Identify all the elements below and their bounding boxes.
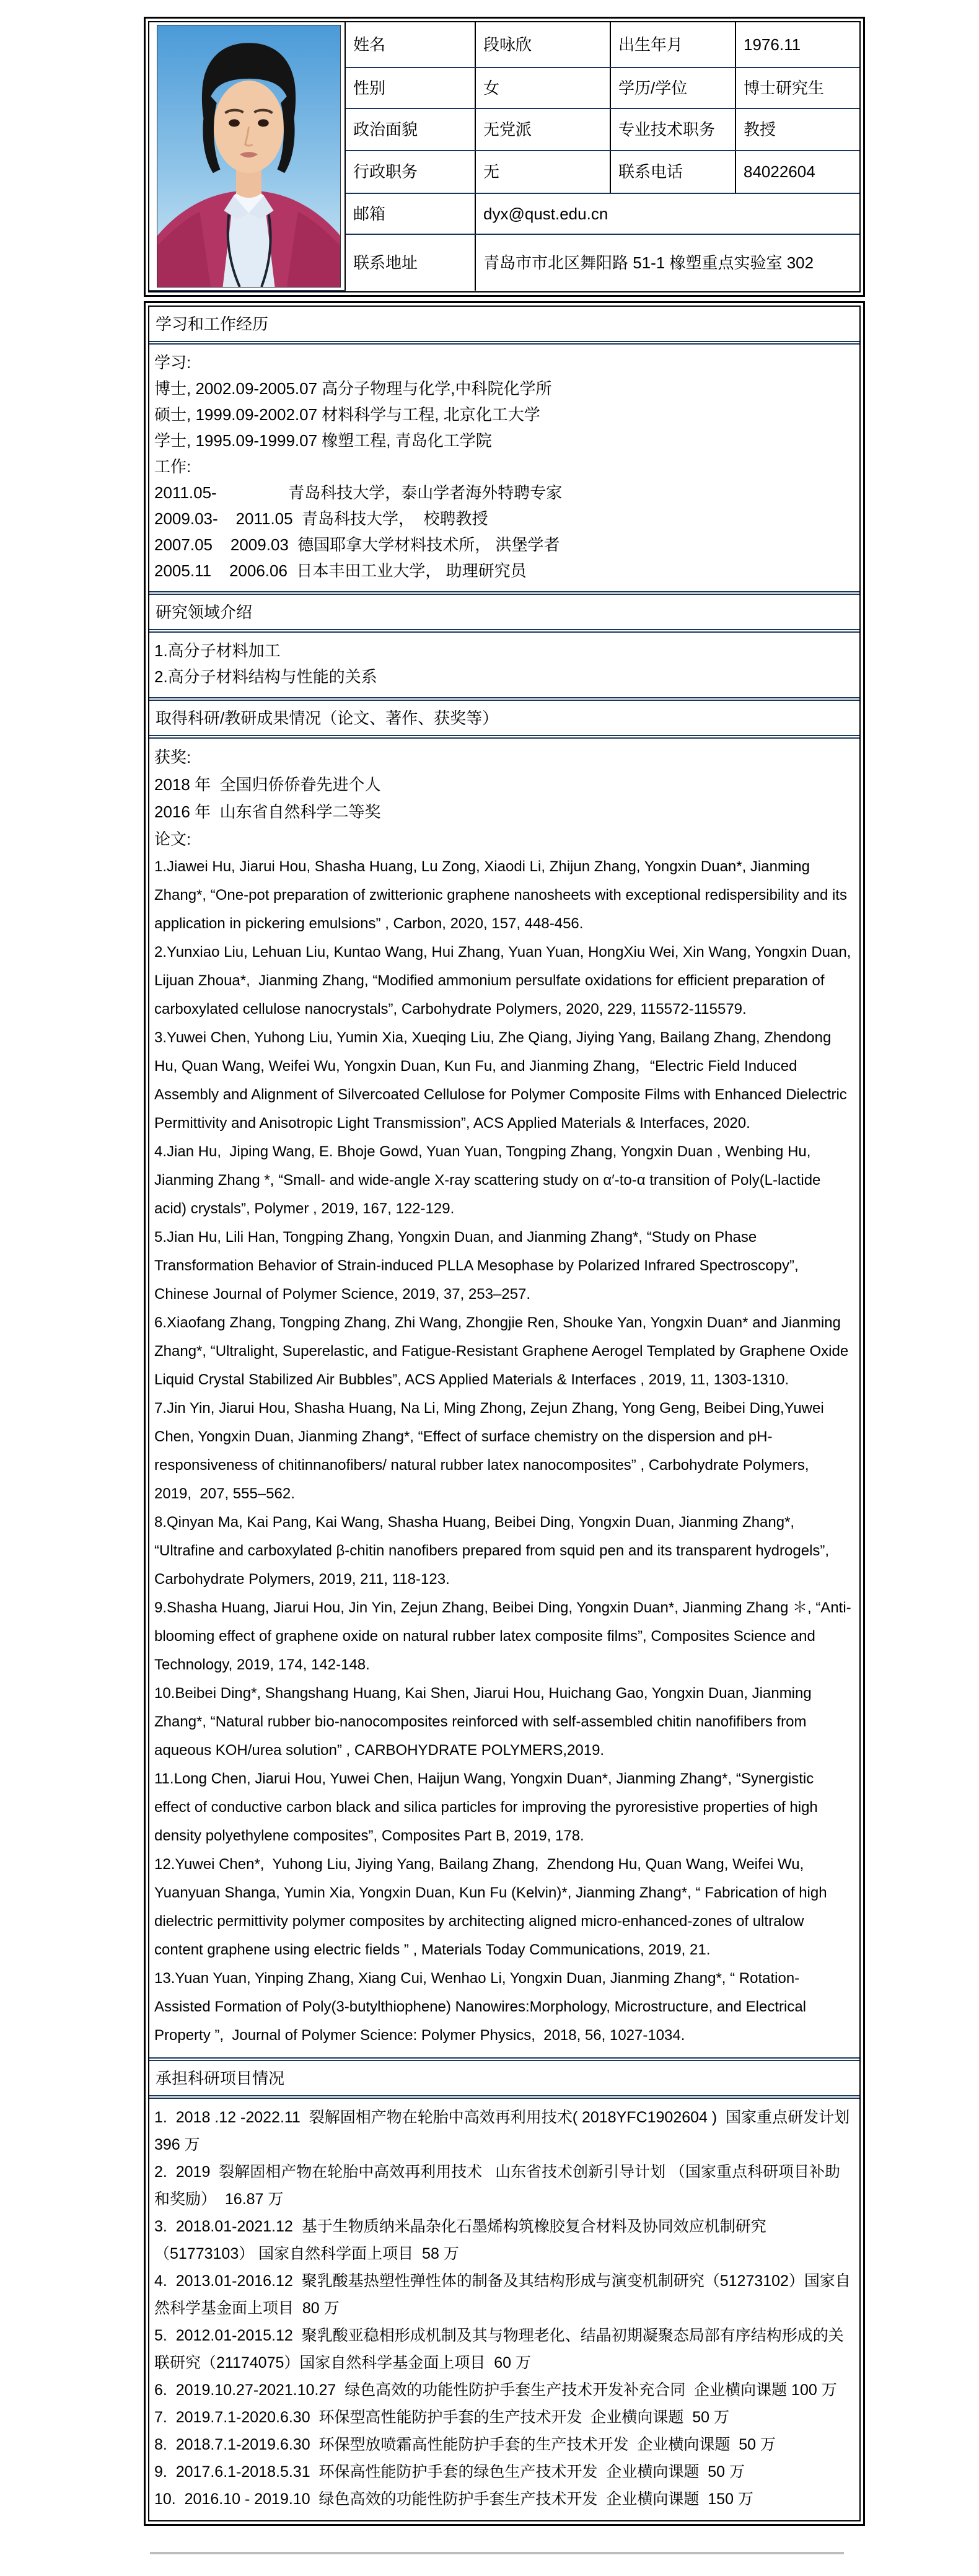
info-value: 博士研究生 — [735, 68, 859, 108]
experience-line: 2009.03- 2011.05 青岛科技大学， 校聘教授 — [154, 509, 488, 528]
info-value: 教授 — [735, 108, 859, 151]
photo-cell — [149, 22, 345, 291]
research-field-line: 2.高分子材料结构与性能的关系 — [154, 667, 377, 686]
info-label: 专业技术职务 — [610, 108, 735, 151]
project-item: 10. 2016.10 - 2019.10 绿色高效的功能性防护手套生产技术开发 企业横向课题 150 万 — [154, 2490, 753, 2508]
paper-item: 5.Jian Hu, Lili Han, Tongping Zhang, Yongxin Duan, and Jianming Zhang*, “Study on Phase Transformation Behavior of Strain-induced PLLA Mesophase by Polarized Infrared Spectroscopy”, Chinese Journal of Polymer Science, 2019, 37, 253–257. — [154, 1229, 803, 1303]
section-experience — [149, 307, 859, 591]
paper-item: 7.Jin Yin, Jiarui Hou, Shasha Huang, Na Li, Ming Zhong, Zejun Zhang, Yong Geng, Beibei Ding,Yuwei Chen, Yongxin Duan, Jianming Zhang*, “Effect of surface chemistry on the dispersion and pH-responsiveness of chitinnanofibers/ natural rubber latex nanocomposites” , Carbohydrate Polymers, 2019, 207, 555–562. — [154, 1400, 828, 1502]
address-value: 青岛市市北区舞阳路 51-1 橡塑重点实验室 302 — [483, 253, 814, 272]
info-table-frame — [144, 17, 865, 297]
section-title: 研究领域介绍 — [149, 591, 859, 633]
award-item: 2018 年 全国归侨侨眷先进个人 — [154, 775, 381, 794]
info-label: 行政职务 — [345, 151, 475, 193]
section-title: 承担科研项目情况 — [149, 2057, 859, 2099]
paper-item: 13.Yuan Yuan, Yinping Zhang, Xiang Cui, Wenhao Li, Yongxin Duan, Jianming Zhang*, “ Rotation-Assisted Formation of Poly(3-butylthiophene) Nanowires:Morphology, Microstructure, and Electrical Property ”, Journal of Polymer Science: Polymer Physics, 2018, 56, 1027-1034. — [154, 1970, 810, 2044]
awards-heading: 获奖: — [154, 748, 191, 767]
project-item: 4. 2013.01-2016.12 聚乳酸基热塑性弹性体的制备及其结构形成与演变机制研究（51273102）国家自然科学基金面上项目 80 万 — [154, 2272, 851, 2317]
info-value: 1976.11 — [735, 22, 859, 68]
research-field-line: 1.高分子材料加工 — [154, 641, 281, 660]
paper-item: 11.Long Chen, Jiarui Hou, Yuwei Chen, Haijun Wang, Yongxin Duan*, Jianming Zhang*, “Synergistic effect of conductive carbon black and silica particles for improving the pyroresistive properties of high density polyethylene composites”, Composites Part B, 2019, 178. — [154, 1770, 822, 1844]
project-item: 9. 2017.6.1-2018.5.31 环保高性能防护手套的绿色生产技术开发 企业横向课题 50 万 — [154, 2463, 745, 2481]
paper-item: 6.Xiaofang Zhang, Tongping Zhang, Zhi Wang, Zhongjie Ren, Shouke Yan, Yongxin Duan* and Jianming Zhang*, “Ultralight, Superelastic, and Fatigue-Resistant Graphene Aerogel Templated by Graphene Oxide Liquid Crystal Stabilized Air Bubbles”, ACS Applied Materials & Interfaces , 2019, 11, 1303-1310. — [154, 1314, 853, 1388]
paper-item: 9.Shasha Huang, Jiarui Hou, Jin Yin, Zejun Zhang, Beibei Ding, Yongxin Duan*, Jianming Zhang ＊, “Anti-blooming effect of graphene oxide on natural rubber latex composite films”, Composites Science and Technology, 2019, 174, 142-148. — [154, 1599, 851, 1673]
info-label: 性别 — [345, 68, 475, 108]
project-item: 2. 2019 裂解固相产物在轮胎中高效再利用技术 山东省技术创新引导计划 （国家重点科研项目补助和奖励） 16.87 万 — [154, 2163, 841, 2208]
section-achievements — [149, 697, 859, 2057]
papers-heading: 论文: — [154, 830, 191, 848]
info-value: 84022604 — [735, 151, 859, 193]
info-label: 出生年月 — [610, 22, 735, 68]
project-item: 6. 2019.10.27-2021.10.27 绿色高效的功能性防护手套生产技术开发补充合同 企业横向课题 100 万 — [154, 2381, 837, 2399]
experience-line: 学习: — [154, 353, 191, 372]
section-title: 学习和工作经历 — [149, 307, 859, 345]
info-value: 段咏欣 — [475, 22, 610, 68]
info-label: 政治面貌 — [345, 108, 475, 151]
section-projects — [149, 2057, 859, 2520]
experience-line: 2007.05 2009.03 德国耶拿大学材料技术所， 洪堡学者 — [154, 535, 560, 554]
experience-line: 学士, 1995.09-1999.07 橡塑工程, 青岛化工学院 — [154, 431, 492, 450]
address-label: 联系地址 — [345, 234, 475, 291]
section-research-fields — [149, 591, 859, 697]
project-item: 3. 2018.01-2021.12 基于生物质纳米晶杂化石墨烯构筑橡胶复合材料及协同效应机制研究（51773103） 国家自然科学面上项目 58 万 — [154, 2218, 766, 2262]
award-item: 2016 年 山东省自然科学二等奖 — [154, 802, 381, 821]
project-item: 7. 2019.7.1-2020.6.30 环保型高性能防护手套的生产技术开发 企业横向课题 50 万 — [154, 2409, 730, 2426]
paper-item: 3.Yuwei Chen, Yuhong Liu, Yumin Xia, Xueqing Liu, Zhe Qiang, Jiying Yang, Bailang Zhang, Zhendong Hu, Quan Wang, Weifei Wu, Yongxin Duan, Kun Fu, and Jianming Zhang，“Electric Field Induced Assembly and Alignment of Silvercoated Cellulose for Polymer Composite Films with Enhanced Dielectric Permittivity and Anisotropic Light Transmission”, ACS Applied Materials & Interfaces, 2020. — [154, 1029, 851, 1132]
experience-line: 工作: — [154, 457, 191, 476]
project-item: 1. 2018 .12 -2022.11 裂解固相产物在轮胎中高效再利用技术( 2018YFC1902604 ) 国家重点研发计划 396 万 — [154, 2109, 859, 2153]
footer-divider — [150, 2552, 844, 2554]
paper-item: 2.Yunxiao Liu, Lehuan Liu, Kuntao Wang, Hui Zhang, Yuan Yuan, HongXiu Wei, Xin Wang, Yongxin Duan, Lijuan Zhoua*, Jianming Zhang, “Modified ammonium persulfate oxidations for efficient preparation of carboxylated cellulose nanocrystals”, Carbohydrate Polymers, 2020, 229, 115572-115579. — [154, 944, 859, 1018]
personal-info-table — [149, 22, 859, 291]
email-label: 邮箱 — [345, 193, 475, 234]
section-title: 取得科研/教研成果情况（论文、著作、获奖等） — [149, 697, 859, 739]
portrait-illustration — [157, 25, 340, 287]
experience-line: 硕士, 1999.09-2002.07 材料科学与工程, 北京化工大学 — [154, 405, 540, 424]
experience-line: 2011.05- 青岛科技大学，泰山学者海外特聘专家 — [154, 483, 563, 502]
project-item: 5. 2012.01-2015.12 聚乳酸亚稳相形成机制及其与物理老化、结晶初期凝聚态局部有序结构形成的关联研究（21174075）国家自然科学基金面上项目 60 万 — [154, 2327, 844, 2372]
info-value: 无党派 — [475, 108, 610, 151]
sections-frame — [144, 301, 865, 2526]
experience-line: 博士, 2002.09-2005.07 高分子物理与化学,中科院化学所 — [154, 379, 552, 398]
profile-photo — [157, 25, 341, 288]
paper-item: 4.Jian Hu, Jiping Wang, E. Bhoje Gowd, Yuan Yuan, Tongping Zhang, Yongxin Duan , Wenbing Hu, Jianming Zhang *, “Small- and wide-angle X-ray scattering study on α′-to-α transition of Poly(L-lactide acid) crystals”, Polymer , 2019, 167, 122-129. — [154, 1143, 825, 1217]
profile-document — [144, 17, 865, 2554]
info-value: 女 — [475, 68, 610, 108]
info-label: 学历/学位 — [610, 68, 735, 108]
info-value: 无 — [475, 151, 610, 193]
info-label: 姓名 — [345, 22, 475, 68]
experience-line: 2005.11 2006.06 日本丰田工业大学， 助理研究员 — [154, 561, 527, 580]
project-item: 8. 2018.7.1-2019.6.30 环保型放喷霜高性能防护手套的生产技术开发 企业横向课题 50 万 — [154, 2436, 776, 2453]
email-value: dyx@qust.edu.cn — [475, 193, 859, 234]
info-label: 联系电话 — [610, 151, 735, 193]
paper-item: 12.Yuwei Chen*, Yuhong Liu, Jiying Yang, Bailang Zhang, Zhendong Hu, Quan Wang, Weifei Wu, Yuanyuan Shanga, Yumin Xia, Yongxin Duan, Kun Fu (Kelvin)*, Jianming Zhang*, “ Fabrication of high dielectric permittivity polymer composites by architecting aligned micro-enhanced-zones of ultralow content graphene using electric fields ” , Materials Today Communications, 2019, 21. — [154, 1856, 832, 1958]
paper-item: 1.Jiawei Hu, Jiarui Hou, Shasha Huang, Lu Zong, Xiaodi Li, Zhijun Zhang, Yongxin Duan*, Jianming Zhang*, “One-pot preparation of zwitterionic graphene nanosheets with exceptional redispersibility and its application in pickering emulsions” , Carbon, 2020, 157, 448-456. — [154, 858, 851, 932]
paper-item: 10.Beibei Ding*, Shangshang Huang, Kai Shen, Jiarui Hou, Huichang Gao, Yongxin Duan, Jianming Zhang*, “Natural rubber bio-nanocomposites reinforced with self-assembled chitin nanofifibers from aqueous KOH/urea solution” , CARBOHYDRATE POLYMERS,2019. — [154, 1685, 816, 1759]
paper-item: 8.Qinyan Ma, Kai Pang, Kai Wang, Shasha Huang, Beibei Ding, Yongxin Duan, Jianming Zhang*, “Ultrafine and carboxylated β-chitin nanofibers prepared from squid pen and its transparent hydrogels”, Carbohydrate Polymers, 2019, 211, 118-123. — [154, 1514, 833, 1588]
